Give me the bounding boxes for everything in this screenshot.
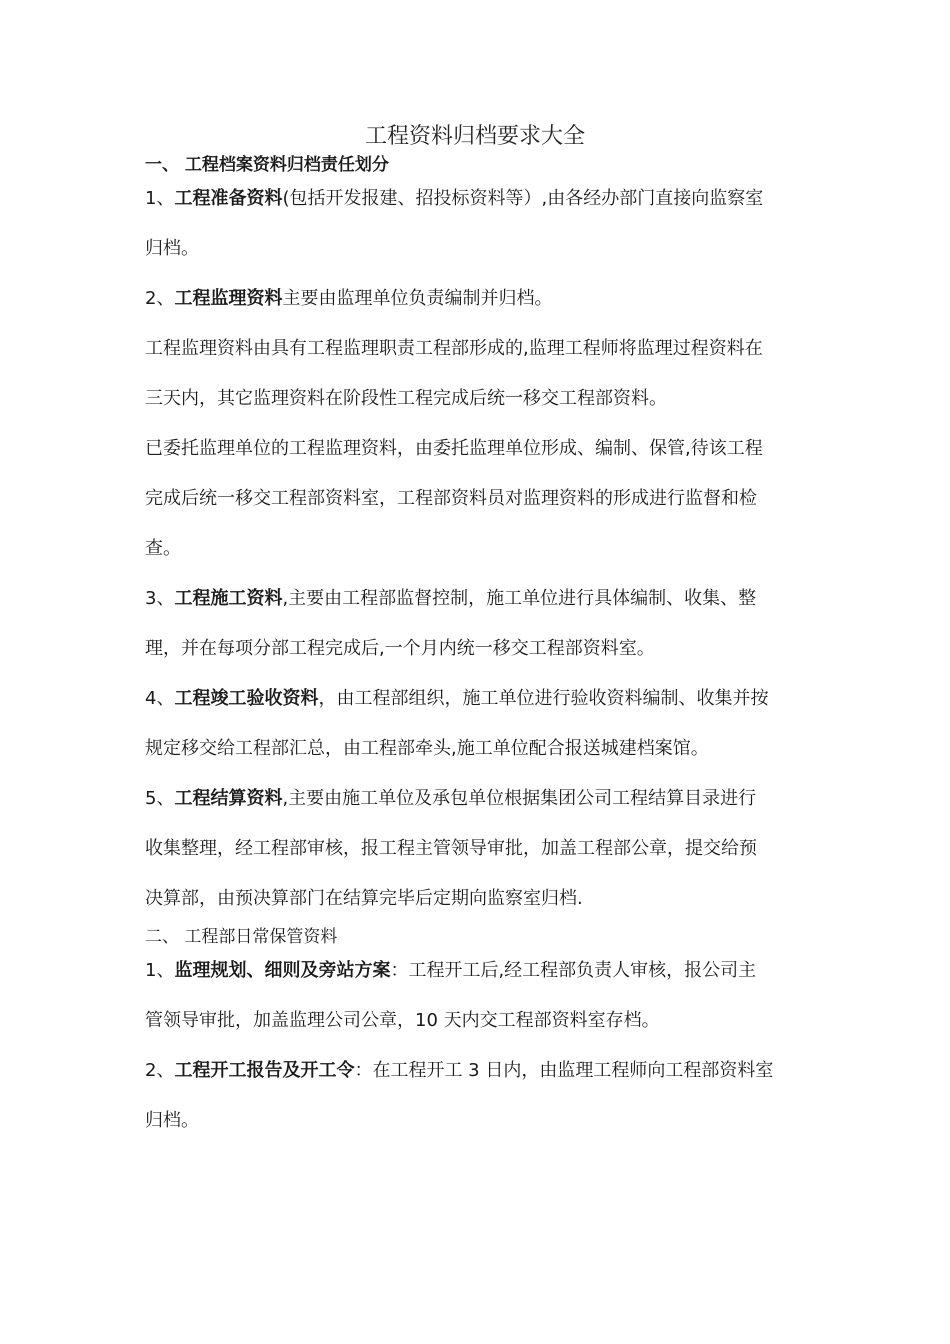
s1-item4-line1 — [145, 686, 825, 712]
item-number: 1、 — [145, 188, 175, 209]
s1-para2-line2: 完成后统一移交工程部资料室，工程部资料员对监理资料的形成进行监督和检 — [145, 488, 757, 509]
item-number: 4、 — [145, 688, 175, 709]
s1-item5-line2: 收集整理，经工程部审核，报工程主管领导审批，加盖工程部公章，提交给预 — [145, 838, 757, 859]
s1-item3-line1 — [145, 586, 825, 612]
document-title: 工程资料归档要求大全 — [364, 124, 585, 149]
s1-item2-line1 — [145, 286, 825, 312]
item-number: 3、 — [145, 588, 175, 609]
item-number: 5、 — [145, 788, 175, 809]
s2-item2-line2: 归档。 — [145, 1110, 199, 1131]
item-text: ,主要由工程部监督控制，施工单位进行具体编制、收集、整 — [282, 588, 757, 609]
item-text: ：工程开工后,经工程部负责人审核，报公司主 — [390, 960, 757, 981]
item-number: 2、 — [145, 288, 175, 309]
item-text: ，由工程部组织，施工单位进行验收资料编制、收集并按 — [318, 688, 769, 709]
item-text: (包括开发报建、招投标资料等）,由各经办部门直接向监察室 — [282, 188, 764, 209]
item-term: 工程准备资料 — [174, 188, 283, 209]
item-term: 工程结算资料 — [174, 788, 283, 809]
item-number: 1、 — [145, 960, 175, 981]
item-text: ：在工程开工 3 日内，由监理工程师向工程部资料室 — [354, 1060, 774, 1081]
item-text: 主要由监理单位负责编制并归档。 — [282, 288, 553, 309]
s2-item2-line1 — [145, 1058, 825, 1084]
item-term: 工程监理资料 — [174, 288, 283, 309]
s1-item5-line3: 决算部，由预决算部门在结算完毕后定期向监察室归档. — [145, 888, 583, 909]
item-term: 监理规划、细则及旁站方案 — [174, 960, 391, 981]
s1-para1-line1: 工程监理资料由具有工程监理职责工程部形成的,监理工程师将监理过程资料在 — [145, 338, 763, 359]
item-text: ,主要由施工单位及承包单位根据集团公司工程结算目录进行 — [282, 788, 757, 809]
s2-item1-line1 — [145, 958, 825, 984]
item-term: 工程施工资料 — [174, 588, 283, 609]
s1-para2-line3: 查。 — [145, 538, 181, 559]
section-heading-2: 二、 工程部日常保管资料 — [145, 927, 338, 947]
s1-item5-line1 — [145, 786, 825, 812]
item-term: 工程竣工验收资料 — [174, 688, 319, 709]
item-term: 工程开工报告及开工令 — [174, 1060, 355, 1081]
s2-item1-line2: 管领导审批，加盖监理公司公章，10 天内交工程部资料室存档。 — [145, 1010, 660, 1031]
s1-para2-line1: 已委托监理单位的工程监理资料，由委托监理单位形成、编制、保管,待该工程 — [145, 438, 763, 459]
s1-item1-line2: 归档。 — [145, 238, 199, 259]
item-number: 2、 — [145, 1060, 175, 1081]
s1-para1-line2: 三天内，其它监理资料在阶段性工程完成后统一移交工程部资料。 — [145, 388, 667, 409]
s1-item4-line2: 规定移交给工程部汇总，由工程部牵头,施工单位配合报送城建档案馆。 — [145, 738, 709, 759]
s1-item1-line1 — [145, 186, 825, 212]
section-heading-1: 一、 工程档案资料归档责任划分 — [145, 155, 389, 175]
s1-item3-line2: 理，并在每项分部工程完成后,一个月内统一移交工程部资料室。 — [145, 638, 655, 659]
